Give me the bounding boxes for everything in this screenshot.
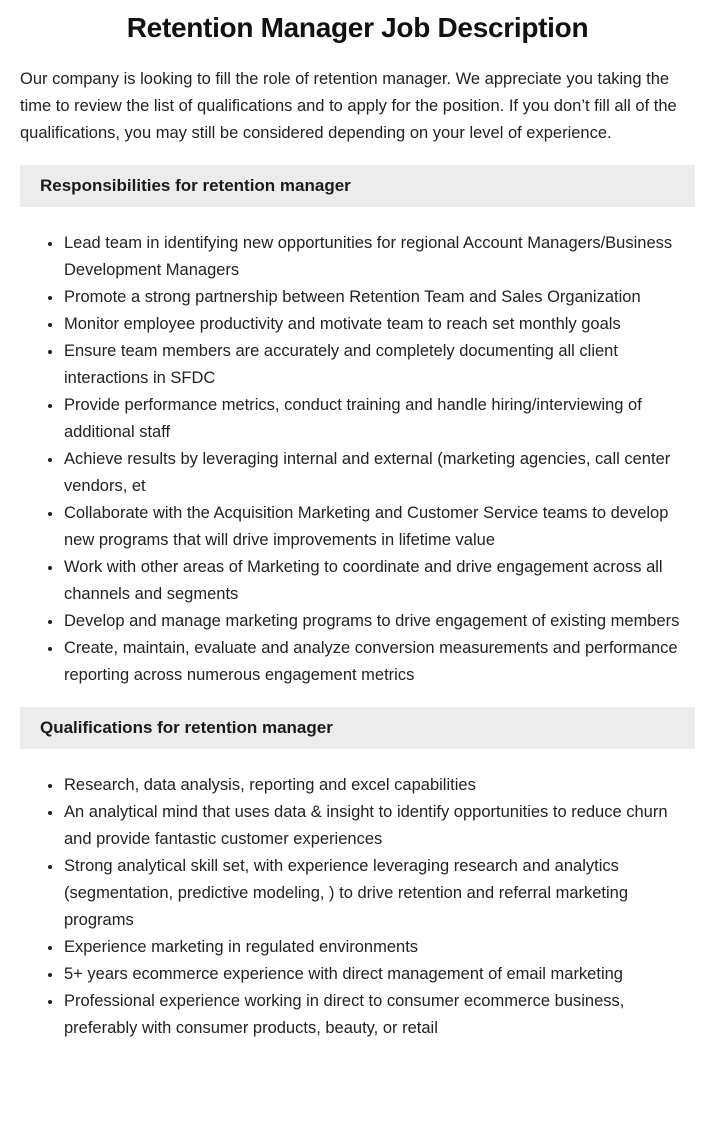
list-item: • Professional experience working in direct to consumer ecommerce business, preferably with consumer products, beauty, or retail [63, 988, 695, 1042]
list-item: • Lead team in identifying new opportunities for regional Account Managers/Business Development Managers [63, 230, 695, 284]
list-item: • Create, maintain, evaluate and analyze conversion measurements and performance reporting across numerous engagement metrics [63, 635, 695, 689]
list-item: • Strong analytical skill set, with experience leveraging research and analytics (segmentation, predictive modeling, ) to drive retention and referral marketing programs [63, 853, 695, 934]
list-item: • Achieve results by leveraging internal and external (marketing agencies, call center vendors, et [63, 446, 695, 500]
list-item: • Work with other areas of Marketing to coordinate and drive engagement across all channels and segments [63, 554, 695, 608]
responsibilities-section [20, 165, 695, 689]
list-item: • Provide performance metrics, conduct training and handle hiring/interviewing of additional staff [63, 392, 695, 446]
responsibilities-list [20, 230, 695, 689]
list-item: • An analytical mind that uses data & insight to identify opportunities to reduce churn and provide fantastic customer experiences [63, 799, 695, 853]
list-item: • Ensure team members are accurately and completely documenting all client interactions in SFDC [63, 338, 695, 392]
list-item: • 5+ years ecommerce experience with direct management of email marketing [63, 961, 695, 988]
list-item: • Experience marketing in regulated environments [63, 934, 695, 961]
qualifications-list [20, 772, 695, 1042]
list-item: • Collaborate with the Acquisition Marketing and Customer Service teams to develop new programs that will drive improvements in lifetime value [63, 500, 695, 554]
responsibilities-section-header: Responsibilities for retention manager [20, 165, 695, 207]
intro-paragraph: Our company is looking to fill the role of retention manager. We appreciate you taking the time to review the list of qualifications and to apply for the position. If you don’t fill all of the qualifications, you may still be considered depending on your level of experience. [20, 70, 677, 143]
list-item: • Monitor employee productivity and motivate team to reach set monthly goals [63, 311, 695, 338]
page-title: Retention Manager Job Description [126, 12, 589, 43]
qualifications-section-header: Qualifications for retention manager [20, 707, 695, 749]
qualifications-section [20, 707, 695, 1042]
list-item: • Research, data analysis, reporting and excel capabilities [63, 772, 695, 799]
list-item: • Develop and manage marketing programs to drive engagement of existing members [63, 608, 695, 635]
list-item: • Promote a strong partnership between Retention Team and Sales Organization [63, 284, 695, 311]
